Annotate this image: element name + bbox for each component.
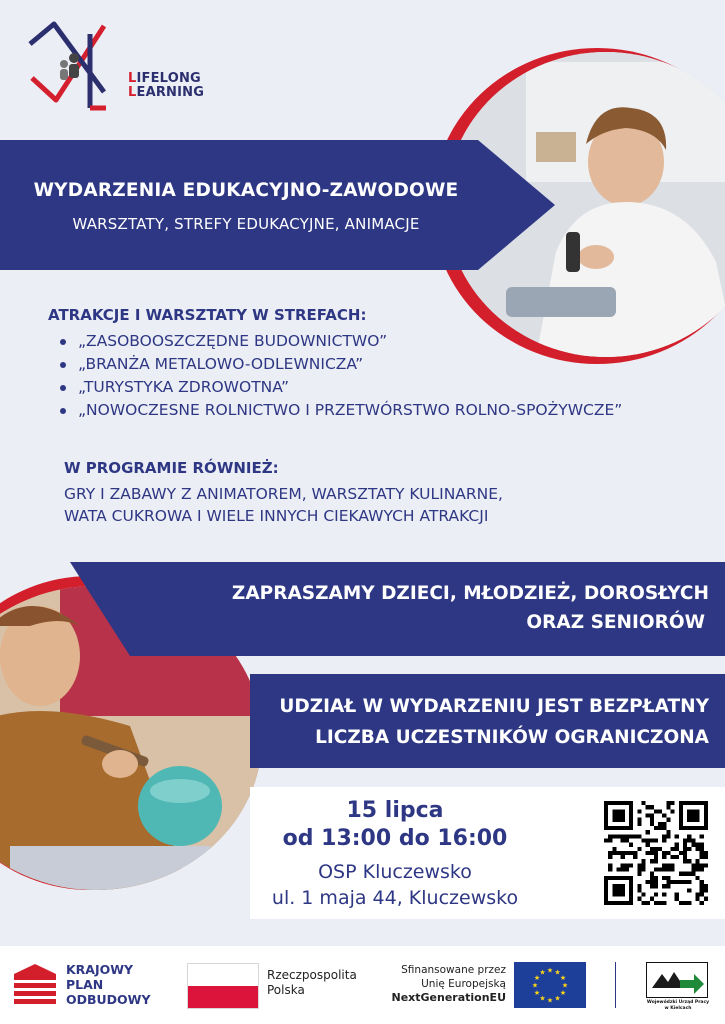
qr-code[interactable] bbox=[604, 801, 708, 905]
svg-text:★: ★ bbox=[531, 981, 539, 990]
rp-word: Polska bbox=[267, 983, 305, 997]
qr-code-icon bbox=[604, 801, 708, 905]
polish-flag-icon bbox=[187, 963, 259, 1009]
logo-accent-letter: L bbox=[128, 71, 137, 86]
invitation-text: ZAPRASZAMY DZIECI, MŁODZIEŻ, DOROSŁYCH bbox=[231, 583, 709, 604]
eu-stars-icon bbox=[514, 962, 586, 1008]
eu-line: Sfinansowane przez bbox=[401, 964, 506, 976]
event-date: 15 lipca bbox=[346, 798, 444, 823]
kpo-logo-text bbox=[66, 962, 151, 1007]
program-heading: W PROGRAMIE RÓWNIEŻ: bbox=[64, 459, 279, 477]
logo-accent-letter: L bbox=[128, 85, 137, 100]
event-address: ul. 1 maja 44, Kluczewsko bbox=[271, 887, 519, 909]
attractions-list bbox=[56, 330, 622, 422]
eu-funding-text bbox=[380, 963, 506, 1005]
kpo-word: PLAN bbox=[66, 977, 104, 992]
event-venue: OSP Kluczewsko bbox=[318, 861, 472, 883]
svg-text:★: ★ bbox=[554, 968, 561, 977]
eu-flag-icon bbox=[514, 962, 586, 1008]
kpo-word: ODBUDOWY bbox=[66, 992, 151, 1007]
logo-wordmark bbox=[128, 72, 204, 100]
eu-line: Unię Europejską bbox=[421, 978, 506, 990]
svg-text:★: ★ bbox=[533, 974, 541, 982]
event-title: WYDARZENIA EDUKACYJNO-ZAWODOWE bbox=[33, 180, 459, 201]
list-item: „NOWOCZESNE ROLNICTWO I PRZETWÓRSTWO ROLNO-SPOŻYWCZE” bbox=[56, 399, 622, 422]
event-time: od 13:00 do 16:00 bbox=[282, 826, 508, 851]
wup-kielce-logo-icon bbox=[646, 962, 708, 998]
eu-line: NextGenerationEU bbox=[391, 991, 506, 1004]
wup-logo-text bbox=[640, 1000, 716, 1012]
list-item: „BRANŻA METALOWO-ODLEWNICZA” bbox=[56, 353, 622, 376]
participation-banner bbox=[250, 674, 725, 768]
rp-word: Rzeczpospolita bbox=[267, 968, 357, 982]
attractions-heading: ATRAKCJE I WARSZTATY W STREFACH: bbox=[48, 306, 367, 324]
svg-text:★: ★ bbox=[559, 989, 567, 997]
svg-text:★: ★ bbox=[539, 968, 546, 977]
logo-word-2: EARNING bbox=[136, 85, 205, 100]
footer-divider bbox=[615, 962, 616, 1008]
svg-text:★: ★ bbox=[561, 981, 569, 990]
svg-text:★: ★ bbox=[559, 974, 567, 982]
svg-text:★: ★ bbox=[554, 994, 561, 1003]
rzeczpospolita-logo-text bbox=[267, 968, 357, 998]
participation-text: LICZBA UCZESTNIKÓW OGRANICZONA bbox=[315, 727, 709, 748]
program-text: WATA CUKROWA I WIELE INNYCH CIEKAWYCH ATRAKCJI bbox=[64, 507, 489, 525]
wup-line: Wojewódzki Urząd Pracy bbox=[646, 1000, 710, 1005]
svg-text:★: ★ bbox=[546, 966, 554, 975]
invitation-banner bbox=[70, 562, 725, 656]
lifelong-learning-emblem-icon bbox=[26, 20, 106, 112]
event-subtitle: WARSZTATY, STREFY EDUKACYJNE, ANIMACJE bbox=[72, 215, 420, 233]
list-item: „ZASOBOOSZCZĘDNE BUDOWNICTWO” bbox=[56, 330, 622, 353]
krajowy-plan-odbudowy-icon bbox=[14, 964, 56, 1006]
kpo-word: KRAJOWY bbox=[66, 962, 134, 977]
invitation-text: ORAZ SENIORÓW bbox=[526, 612, 705, 633]
svg-text:★: ★ bbox=[546, 996, 554, 1005]
logo-word-1: IFELONG bbox=[136, 71, 201, 86]
participation-text: UDZIAŁ W WYDARZENIU JEST BEZPŁATNY bbox=[279, 696, 709, 717]
svg-text:★: ★ bbox=[539, 994, 546, 1003]
wup-line: w Kielcach bbox=[664, 1006, 692, 1011]
program-text: GRY I ZABAWY Z ANIMATOREM, WARSZTATY KULINARNE, bbox=[64, 485, 503, 503]
list-item: „TURYSTYKA ZDROWOTNA” bbox=[56, 376, 622, 399]
svg-text:★: ★ bbox=[533, 989, 541, 997]
lifelong-learning-logo bbox=[26, 20, 205, 112]
headline-banner bbox=[0, 140, 555, 270]
